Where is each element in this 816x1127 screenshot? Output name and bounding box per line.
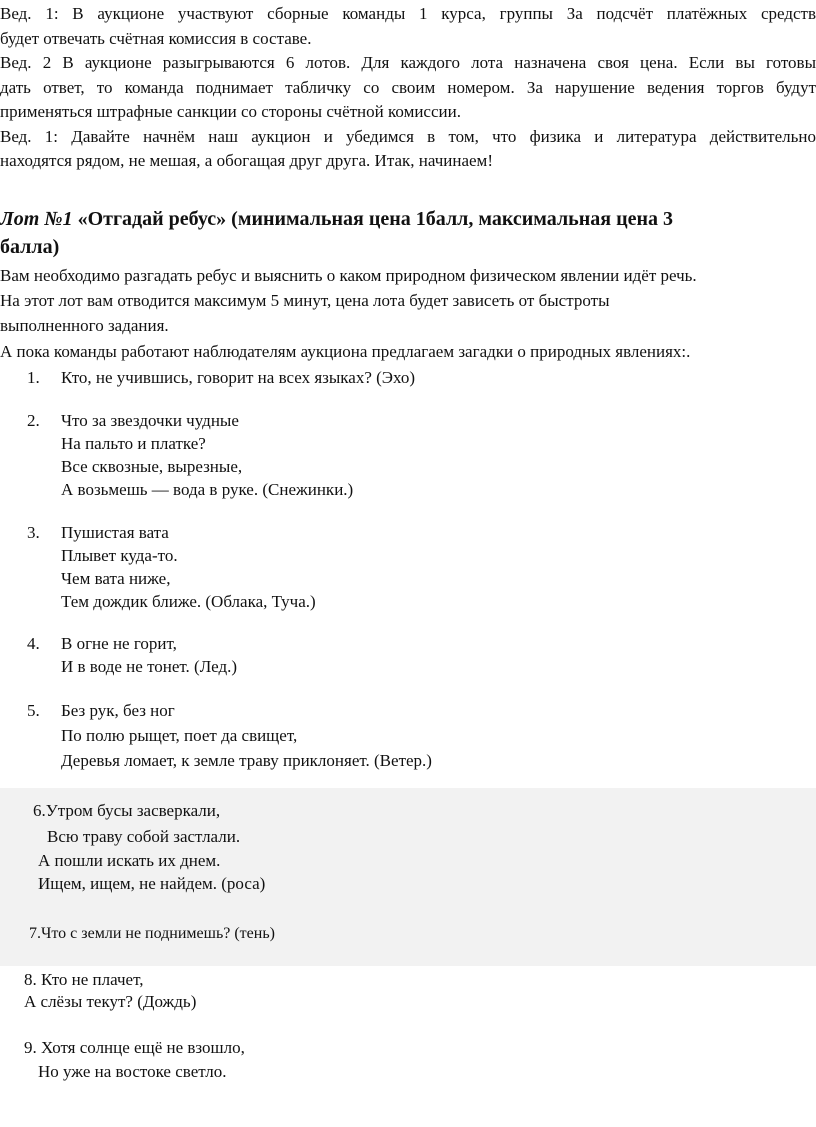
riddle-9-line: Но уже на востоке светло. [38, 1062, 227, 1081]
riddle-2 [27, 410, 239, 432]
riddle-line: Что за звездочки чудные [61, 411, 239, 430]
lot-text-line: На этот лот вам отводится максимум 5 минут, цена лота будет зависеть от быстроты [0, 291, 610, 310]
riddle-6-line: Ищем, ищем, не найдем. (роса) [38, 874, 266, 893]
riddle-4 [27, 633, 177, 655]
riddle-line: А возьмешь — вода в руке. (Снежинки.) [61, 480, 354, 499]
riddle-line: На пальто и платке? [61, 434, 206, 453]
riddle-line: Тем дождик ближе. (Облака, Туча.) [61, 592, 316, 611]
intro-line: находятся рядом, не мешая, а обогащая друг друга. Итак, начинаем! [0, 151, 493, 170]
riddle-number: 3. [27, 523, 40, 542]
riddle-5 [27, 700, 175, 722]
intro-line: Вед. 1: В аукционе участвуют сборные команды 1 курса, группы За подсчёт платёжных средств [0, 4, 816, 23]
riddle-8-line: 8. Кто не плачет, [24, 970, 144, 989]
intro-line: дать ответ, то команда поднимает табличку со своим номером. За нарушение ведения торгов будут [0, 78, 816, 97]
lot-text-line: Вам необходимо разгадать ребус и выяснить о каком природном физическом явлении идёт речь. [0, 266, 697, 285]
lot-label: Лот №1 [0, 208, 73, 230]
lot-title: «Отгадай ребус» (минимальная цена 1балл, максимальная цена 3 [72, 208, 674, 230]
riddle-number: 2. [27, 411, 40, 430]
intro-line: применяться штрафные санкции со стороны счётной комиссии. [0, 102, 461, 121]
riddle-1 [27, 367, 415, 389]
riddle-6-line: А пошли искать их днем. [38, 851, 221, 870]
riddle-line: Пушистая вата [61, 523, 169, 542]
intro-line: Вед. 1: Давайте начнём наш аукцион и убедимся в том, что физика и литература действительно [0, 127, 816, 146]
riddle-line: Плывет куда-то. [61, 546, 178, 565]
riddle-line: Чем вата ниже, [61, 569, 171, 588]
riddle-line: По полю рыщет, поет да свищет, [61, 726, 298, 745]
riddle-6-line: 6.Утром бусы засверкали, [33, 801, 221, 820]
riddle-line: Все сквозные, вырезные, [61, 457, 243, 476]
lot-text-line: выполненного задания. [0, 316, 169, 335]
lot-text-line: А пока команды работают наблюдателям аукциона предлагаем загадки о природных явлениях:. [0, 342, 691, 361]
riddle-8-line: А слёзы текут? (Дождь) [24, 992, 197, 1011]
lot-heading-cont: балла) [0, 236, 60, 258]
riddle-line: Без рук, без ног [61, 701, 175, 720]
riddle-line: И в воде не тонет. (Лед.) [61, 657, 238, 676]
riddle-7: 7.Что с земли не поднимешь? (тень) [29, 925, 275, 942]
riddle-line: Кто, не учившись, говорит на всех языках? (Эхо) [61, 368, 416, 387]
riddle-3 [27, 522, 169, 544]
riddle-line: Деревья ломает, к земле траву приклоняет. (Ветер.) [61, 751, 432, 770]
riddle-6-line: Всю траву собой застлали. [47, 827, 241, 846]
lot-heading [0, 206, 673, 232]
riddle-line: В огне не горит, [61, 634, 177, 653]
riddle-number: 4. [27, 634, 40, 653]
riddle-number: 5. [27, 701, 40, 720]
intro-line: будет отвечать счётная комиссия в составе. [0, 29, 312, 48]
riddle-9-line: 9. Хотя солнце ещё не взошло, [24, 1038, 245, 1057]
riddle-number: 1. [27, 368, 40, 387]
intro-line: Вед. 2 В аукционе разыгрываются 6 лотов. Для каждого лота назначена своя цена. Если вы готовы [0, 53, 816, 72]
